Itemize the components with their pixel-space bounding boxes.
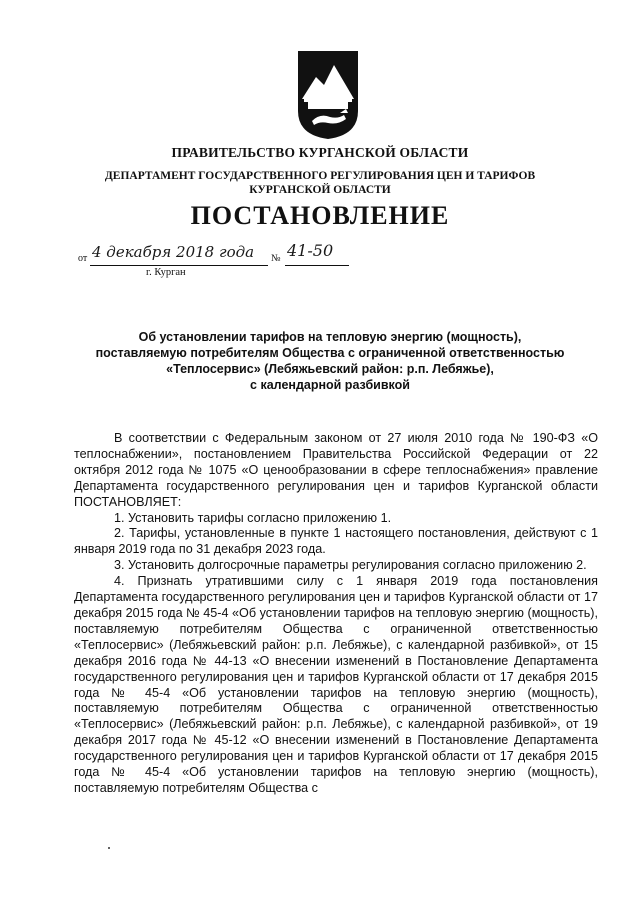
number-underline xyxy=(285,265,349,266)
city-label: г. Курган xyxy=(146,267,186,278)
date-underline xyxy=(90,265,268,266)
government-name: ПРАВИТЕЛЬСТВО КУРГАНСКОЙ ОБЛАСТИ xyxy=(171,145,469,160)
paragraph-item-2: 2. Тарифы, установленные в пункте 1 настоящего постановления, действуют с 1 января 2019 года по 31 декабря 2023 года. xyxy=(74,526,598,557)
handwritten-number: 41-50 xyxy=(287,241,334,260)
department-name-line1: ДЕПАРТАМЕНТ ГОСУДАРСТВЕННОГО РЕГУЛИРОВАНИЯ ЦЕН И ТАРИФОВ xyxy=(104,170,536,182)
title-line: поставляемую потребителям Общества с ограниченной ответственностью xyxy=(95,346,565,360)
title-line: Об установлении тарифов на тепловую энергию (мощность), xyxy=(138,330,522,344)
title-line: «Теплосервис» (Лебяжьевский район: р.п. Лебяжье), xyxy=(166,362,494,376)
resolution-body xyxy=(74,431,598,797)
department-name-line2: КУРГАНСКОЙ ОБЛАСТИ xyxy=(249,184,391,196)
from-label: от xyxy=(78,253,88,264)
paragraph-item-3: 3. Установить долгосрочные параметры регулирования согласно приложению 2. xyxy=(114,558,587,573)
title-line: с календарной разбивкой xyxy=(250,378,410,392)
document-type: ПОСТАНОВЛЕНИЕ xyxy=(190,201,450,230)
paragraph-item-4: 4. Признать утратившими силу с 1 января 2019 года постановления Департамента государственного регулирования цен и тарифов Курганской области от 17 декабря 2015 года № 45-4 «Об установлении тарифов на тепловую энергию (мощность), поставляемую потребителям Общества с ограниченной ответственностью «Теплосервис» (Лебяжьевский район: р.п. Лебяжье), с календарной разбивкой», от 15 декабря 2016 года № 44-13 «О внесении изменений в Постановление Департамента государственного регулирования цен и тарифов Курганской области от 17 декабря 2015 года № 45-4 «Об установлении тарифов на тепловую энергию (мощность), поставляемую потребителям Общества с ограниченной ответственностью «Теплосервис» (Лебяжьевский район: р.п. Лебяжье), с календарной разбивкой», от 19 декабря 2017 года № 45-12 «О внесении изменений в Постановление Департамента государственного регулирования цен и тарифов Курганской области от 17 декабря 2015 года № 45-4 «Об установлении тарифов на тепловую энергию (мощность), поставляемую потребителям Общества с xyxy=(74,574,598,795)
paragraph-item-1: 1. Установить тарифы согласно приложению 1. xyxy=(114,510,392,525)
resolution-title xyxy=(60,329,600,393)
scan-speck xyxy=(108,847,110,849)
number-label: № xyxy=(271,253,281,264)
paragraph-preamble: В соответствии с Федеральным законом от 27 июля 2010 года № 190-ФЗ «О теплоснабжении», постановлением Правительства Российской Федерации от 22 октября 2012 года № 1075 «О ценообразовании в сфере теплоснабжения» правление Департамента государственного регулирования цен и тарифов Курганской области ПОСТАНОВЛЯЕТ: xyxy=(74,431,598,509)
handwritten-date: 4 декабря 2018 года xyxy=(92,243,255,261)
coat-of-arms-emblem xyxy=(296,49,360,141)
date-number-row xyxy=(78,241,378,267)
